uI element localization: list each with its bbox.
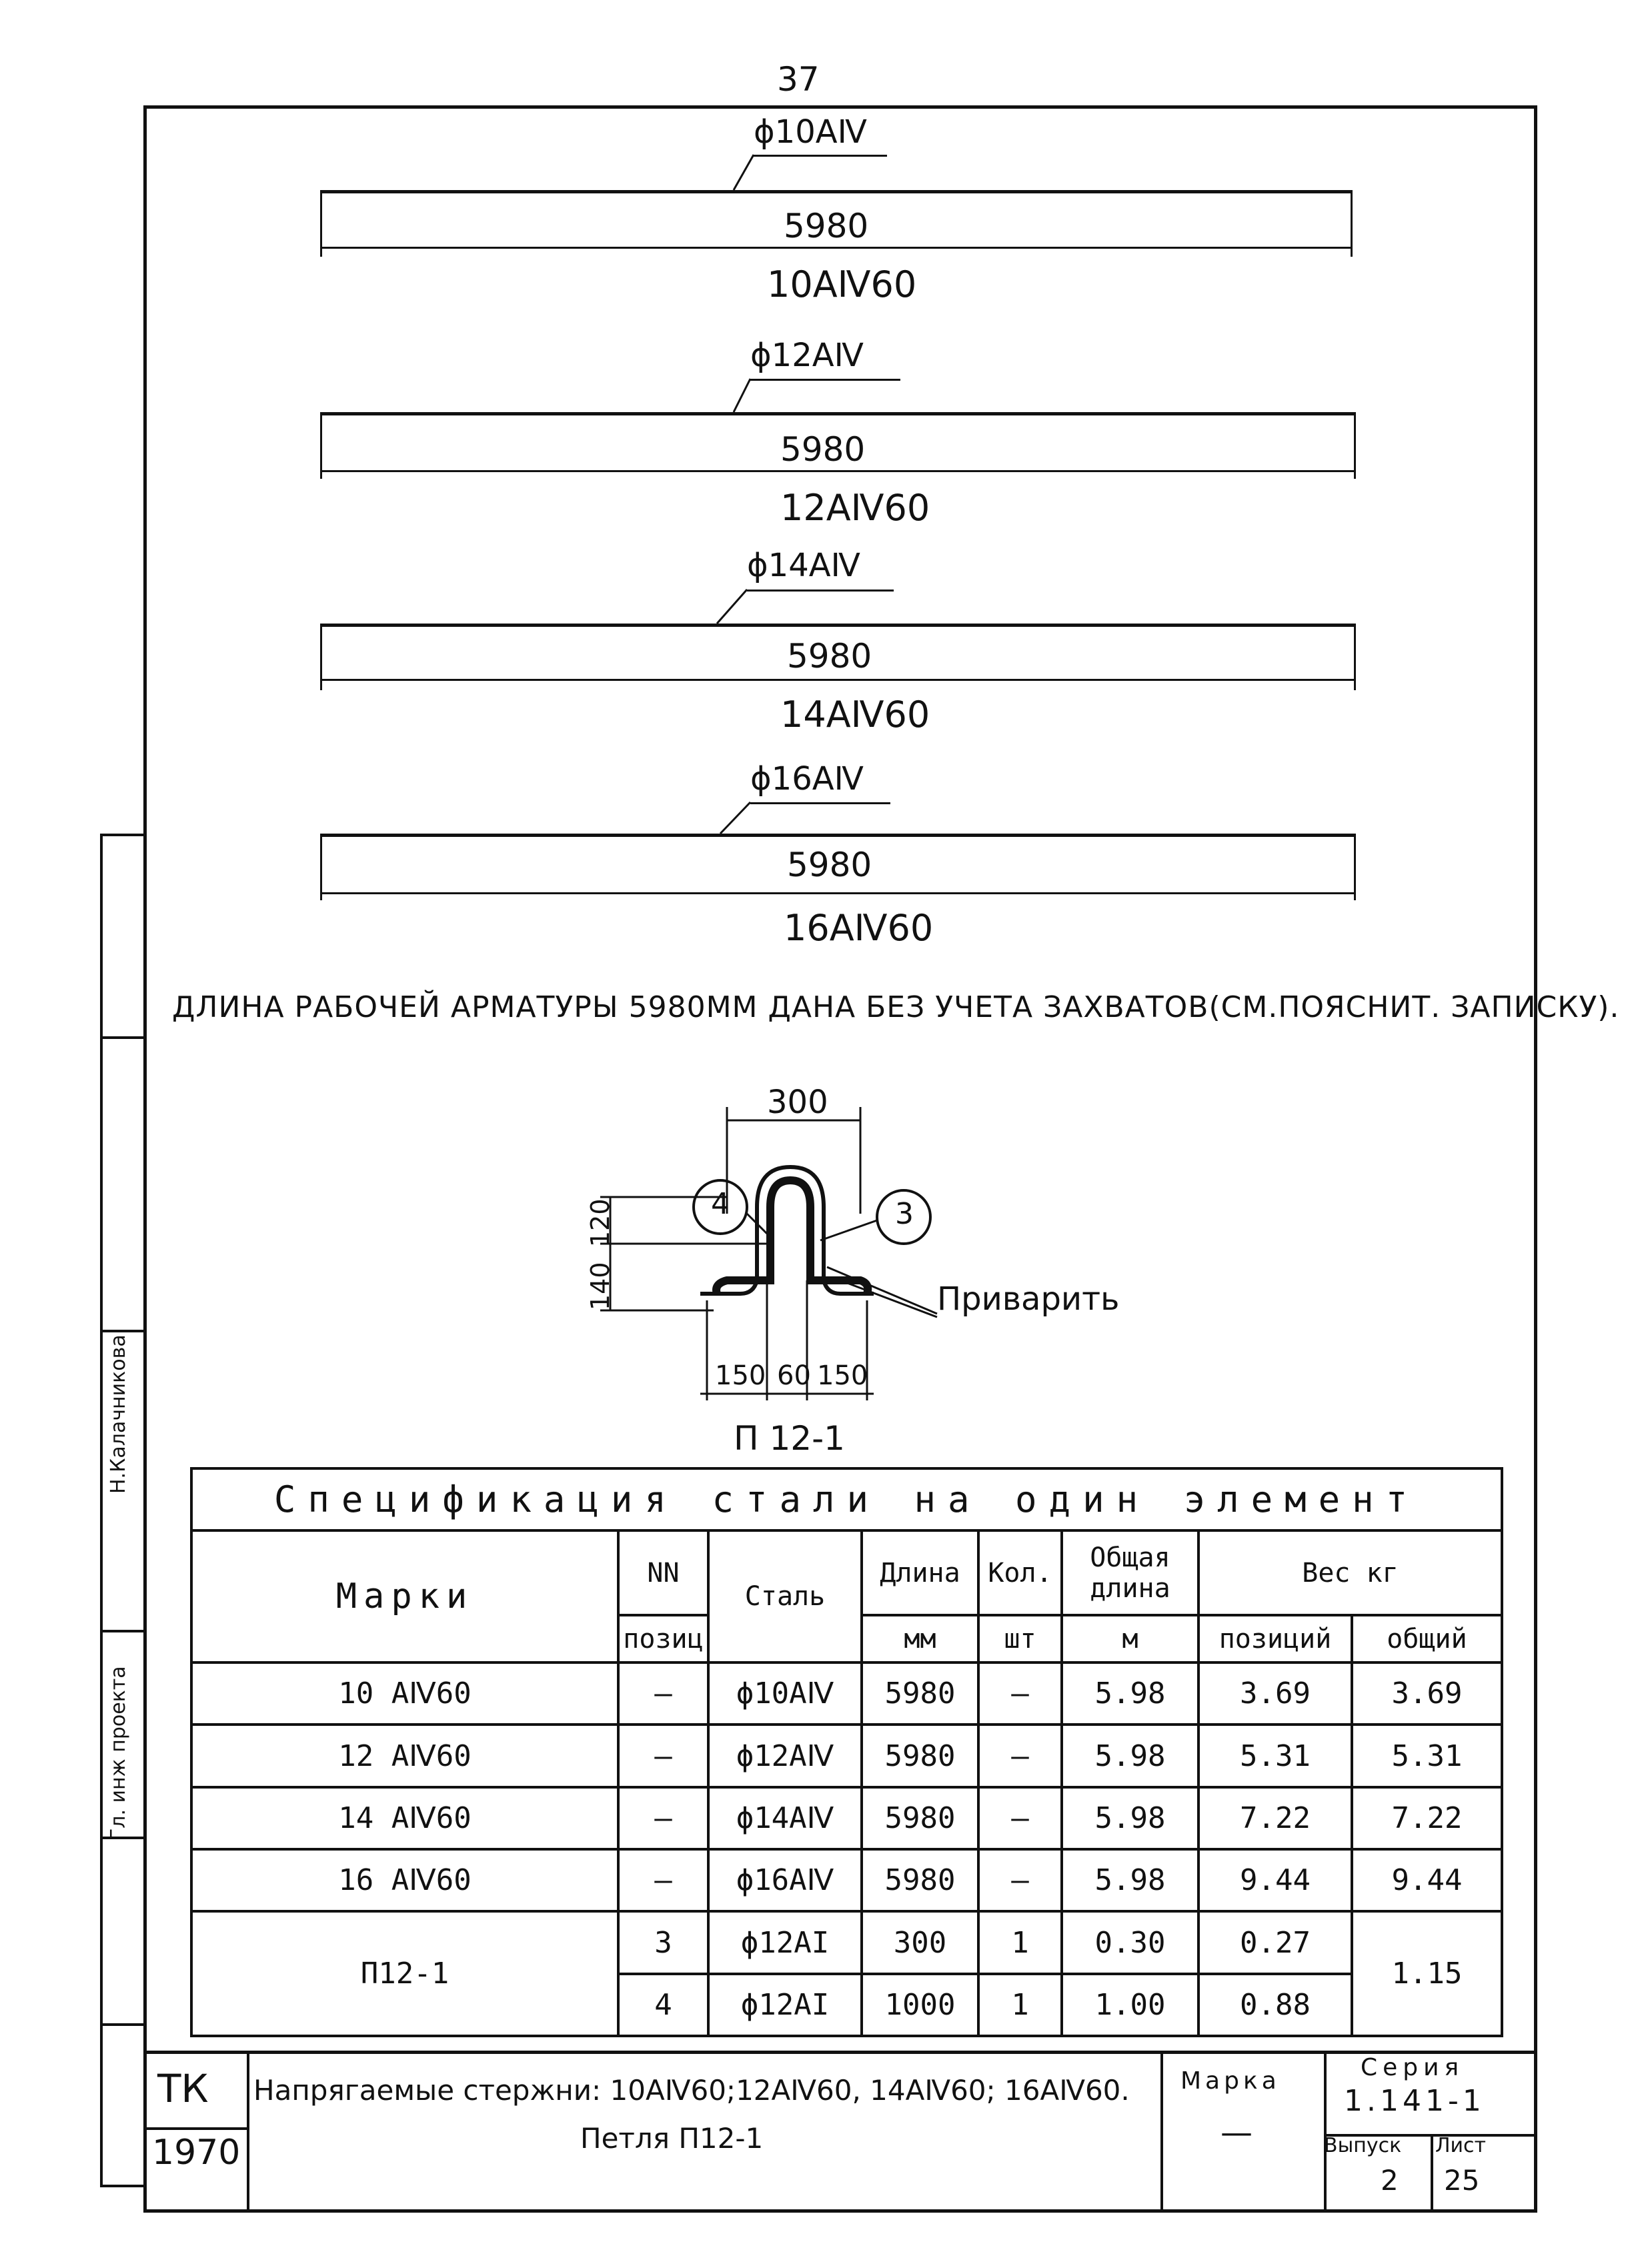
bar-label: ϕ16AⅣ: [750, 760, 864, 798]
hdr-weight: Вес кг: [1198, 1530, 1502, 1615]
cell-w-pos: 9.44: [1198, 1849, 1352, 1911]
cell-w-pos: 0.88: [1198, 1974, 1352, 2036]
side-stamp-name: Н.Калачникова: [107, 1334, 130, 1494]
bar-length: 5980: [780, 430, 866, 469]
cell-total: 5.98: [1062, 1725, 1198, 1787]
cell-length: 5980: [862, 1725, 978, 1787]
bar-mark: 14AⅣ60: [780, 694, 930, 736]
hdr-qty-unit: шт: [978, 1615, 1062, 1662]
bar-label: ϕ10AⅣ: [754, 113, 867, 151]
cell-steel: ϕ12AI: [708, 1974, 862, 2036]
hdr-length: Длина: [862, 1530, 978, 1615]
cell-pos: 3: [618, 1911, 708, 1973]
cell-qty: —: [978, 1787, 1062, 1849]
cell-total: 5.98: [1062, 1787, 1198, 1849]
bar-mark: 16AⅣ60: [784, 907, 934, 949]
cell-qty: —: [978, 1849, 1062, 1911]
loop-pos-a: 4: [711, 1187, 730, 1221]
mark-label: Марка: [1180, 2067, 1281, 2095]
series-label: Серия: [1361, 2054, 1465, 2081]
cell-w-total: 3.69: [1352, 1662, 1502, 1725]
cell-total: 5.98: [1062, 1849, 1198, 1911]
cell-pos: —: [618, 1662, 708, 1725]
hdr-pos: NN: [618, 1530, 708, 1615]
loop-dim-b3: 150: [817, 1360, 868, 1391]
sheet-label: Лист: [1435, 2134, 1487, 2157]
table-row: [191, 1787, 1502, 1849]
cell-total: 5.98: [1062, 1662, 1198, 1725]
cell-qty: 1: [978, 1974, 1062, 2036]
loop-pos-b: 3: [895, 1197, 914, 1231]
spec-title: Спецификация стали на один элемент: [191, 1468, 1502, 1530]
hdr-total-length-unit: м: [1062, 1615, 1198, 1662]
cell-length: 300: [862, 1911, 978, 1973]
bar-label: ϕ12AⅣ: [750, 337, 864, 374]
cell-loop-total: 1.15: [1352, 1911, 1502, 2036]
hdr-pos-sub: позиц: [618, 1615, 708, 1662]
table-row: [191, 1725, 1502, 1787]
cell-pos: —: [618, 1787, 708, 1849]
bar-mark: 12AⅣ60: [780, 487, 930, 529]
cell-mark: 14 AⅣ60: [191, 1787, 618, 1849]
hdr-weight-pos: позиций: [1198, 1615, 1352, 1662]
hdr-qty: Кол.: [978, 1530, 1062, 1615]
spec-table: [190, 1467, 1503, 2037]
cell-pos: —: [618, 1849, 708, 1911]
cell-total: 1.00: [1062, 1974, 1198, 2036]
cell-total: 0.30: [1062, 1911, 1198, 1973]
cell-w-pos: 0.27: [1198, 1911, 1352, 1973]
side-stamp-strip: [100, 834, 143, 2187]
cell-loop-mark: П12-1: [191, 1911, 618, 2036]
drawing-title-line2: Петля П12-1: [580, 2122, 764, 2155]
cell-w-total: 5.31: [1352, 1725, 1502, 1787]
loop-name: П 12-1: [734, 1419, 845, 1458]
issue-label: Выпуск: [1324, 2134, 1402, 2157]
loop-dim-left2: 120: [586, 1198, 615, 1247]
cell-w-total: 7.22: [1352, 1787, 1502, 1849]
cell-steel: ϕ14AⅣ: [708, 1787, 862, 1849]
hdr-steel: Сталь: [708, 1530, 862, 1662]
mark-value: —: [1220, 2114, 1253, 2151]
series-value: 1.141-1: [1344, 2084, 1485, 2118]
loop-dim-top: 300: [767, 1084, 828, 1121]
cell-w-pos: 5.31: [1198, 1725, 1352, 1787]
cell-steel: ϕ12AI: [708, 1911, 862, 1973]
cell-w-total: 9.44: [1352, 1849, 1502, 1911]
loop-dim-b2: 60: [777, 1360, 811, 1391]
drawing-title-line1: Напрягаемые стержни: 10AⅣ60;12AⅣ60, 14AⅣ60; 16AⅣ60.: [253, 2074, 1130, 2107]
table-row: [191, 1662, 1502, 1725]
table-row: [191, 1849, 1502, 1911]
cell-length: 5980: [862, 1787, 978, 1849]
weld-label: Приварить: [937, 1280, 1120, 1318]
loop-dim-b1: 150: [715, 1360, 766, 1391]
cell-mark: 10 AⅣ60: [191, 1662, 618, 1725]
cell-mark: 16 AⅣ60: [191, 1849, 618, 1911]
hdr-length-unit: мм: [862, 1615, 978, 1662]
cell-mark: 12 AⅣ60: [191, 1725, 618, 1787]
org-name: ТК: [157, 2066, 209, 2111]
hdr-marks: Марки: [191, 1530, 618, 1662]
cell-steel: ϕ12AⅣ: [708, 1725, 862, 1787]
bar-mark: 10AⅣ60: [767, 263, 917, 305]
table-row: [191, 1911, 1502, 1973]
cell-steel: ϕ16AⅣ: [708, 1849, 862, 1911]
year: 1970: [152, 2133, 241, 2173]
cell-length: 5980: [862, 1849, 978, 1911]
cell-qty: —: [978, 1662, 1062, 1725]
loop-dim-left: 140: [586, 1262, 615, 1310]
cell-w-pos: 3.69: [1198, 1662, 1352, 1725]
issue-value: 2: [1381, 2164, 1399, 2197]
hdr-total-length: Общая длина: [1062, 1530, 1198, 1615]
bar-length: 5980: [784, 207, 869, 245]
bar-length: 5980: [787, 637, 872, 676]
cell-qty: 1: [978, 1911, 1062, 1973]
cell-pos: 4: [618, 1974, 708, 2036]
cell-qty: —: [978, 1725, 1062, 1787]
cell-w-pos: 7.22: [1198, 1787, 1352, 1849]
page-number: 37: [777, 60, 820, 99]
sheet-value: 25: [1444, 2164, 1480, 2197]
cell-length: 1000: [862, 1974, 978, 2036]
bar-leaders: [0, 0, 1638, 1000]
side-stamp-role: Гл. инж проекта: [107, 1666, 130, 1841]
hdr-weight-total: общий: [1352, 1615, 1502, 1662]
cell-length: 5980: [862, 1662, 978, 1725]
cell-pos: —: [618, 1725, 708, 1787]
bar-label: ϕ14AⅣ: [747, 547, 860, 584]
cell-steel: ϕ10AⅣ: [708, 1662, 862, 1725]
bar-length: 5980: [787, 846, 872, 884]
note-text: ДЛИНА РАБОЧЕЙ АРМАТУРЫ 5980ММ ДАНА БЕЗ УЧЕТА ЗАХВАТОВ(СМ.ПОЯСНИТ. ЗАПИСКУ).: [172, 990, 1620, 1024]
